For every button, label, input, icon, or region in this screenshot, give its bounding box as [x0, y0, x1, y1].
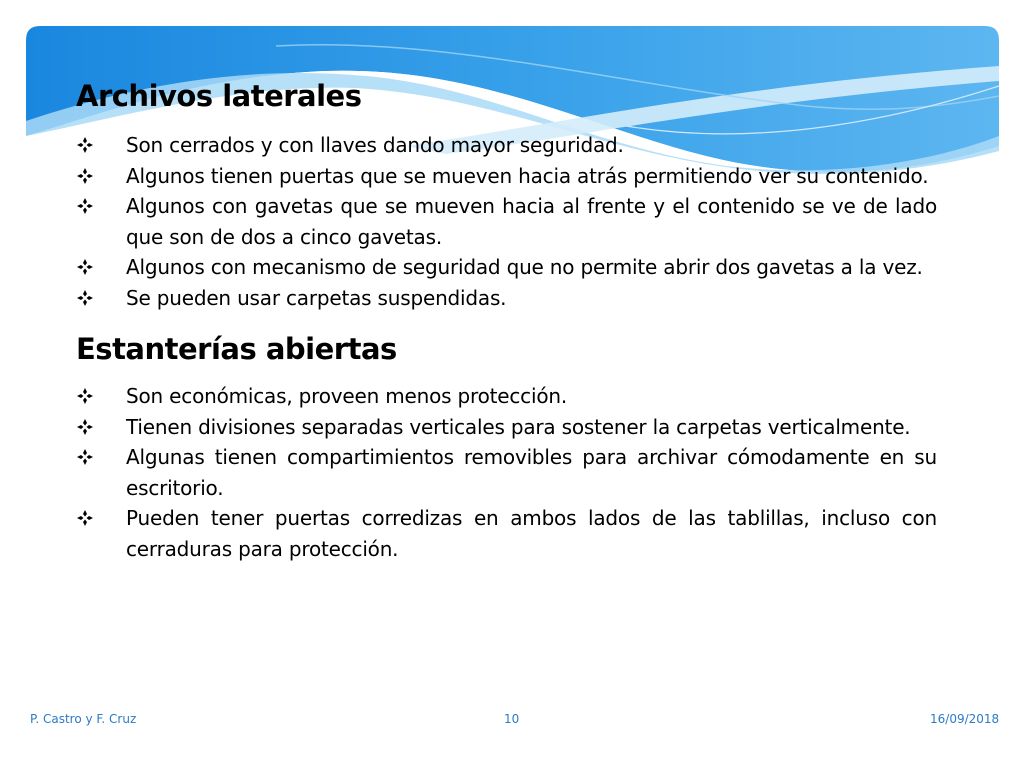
- bullet-text: Tienen divisiones separadas verticales para sostener la carpetas verticalmente.: [126, 414, 911, 439]
- section-heading-estanterias-abiertas: Estanterías abiertas: [76, 332, 397, 366]
- section-heading-archivos-laterales: Archivos laterales: [76, 79, 362, 113]
- diamond-bullet-icon: [76, 289, 94, 307]
- bullet-list-estanterias-abiertas: [76, 381, 937, 564]
- footer-date: 16/09/2018: [930, 712, 1000, 726]
- list-item: [76, 130, 937, 161]
- diamond-bullet-icon: [76, 387, 94, 405]
- bullet-text: Algunos tienen puertas que se mueven hacia atrás permitiendo ver su contenido.: [126, 163, 929, 188]
- bullet-text: Se pueden usar carpetas suspendidas.: [126, 285, 507, 310]
- diamond-bullet-icon: [76, 448, 94, 466]
- bullet-text: Pueden tener puertas corredizas en ambos lados de las tablillas, incluso con cerraduras para protección.: [126, 506, 937, 561]
- footer-author: P. Castro y F. Cruz: [30, 712, 137, 726]
- list-item: [76, 161, 937, 192]
- bullet-text: Son cerrados y con llaves dando mayor seguridad.: [126, 133, 624, 157]
- bullet-text: Algunos con mecanismo de seguridad que no permite abrir dos gavetas a la vez.: [126, 255, 923, 279]
- bullet-text: Son económicas, proveen menos protección.: [126, 384, 567, 408]
- bullet-list-archivos-laterales: [76, 130, 937, 313]
- list-item: [76, 503, 937, 564]
- bullet-text: Algunos con gavetas que se mueven hacia al frente y el contenido se ve de lado que son de dos a cinco gavetas.: [126, 194, 937, 249]
- list-item: [76, 442, 937, 503]
- list-item: [76, 381, 937, 412]
- diamond-bullet-icon: [76, 418, 94, 436]
- diamond-bullet-icon: [76, 167, 94, 185]
- list-item: [76, 283, 937, 314]
- diamond-bullet-icon: [76, 136, 94, 154]
- list-item: [76, 252, 937, 283]
- diamond-bullet-icon: [76, 509, 94, 527]
- slide-content: [76, 76, 937, 564]
- list-item: [76, 412, 937, 443]
- diamond-bullet-icon: [76, 258, 94, 276]
- footer-page-number: 10: [504, 712, 520, 726]
- bullet-text: Algunas tienen compartimientos removibles para archivar cómodamente en su escritorio.: [126, 445, 937, 500]
- diamond-bullet-icon: [76, 197, 94, 215]
- list-item: [76, 191, 937, 252]
